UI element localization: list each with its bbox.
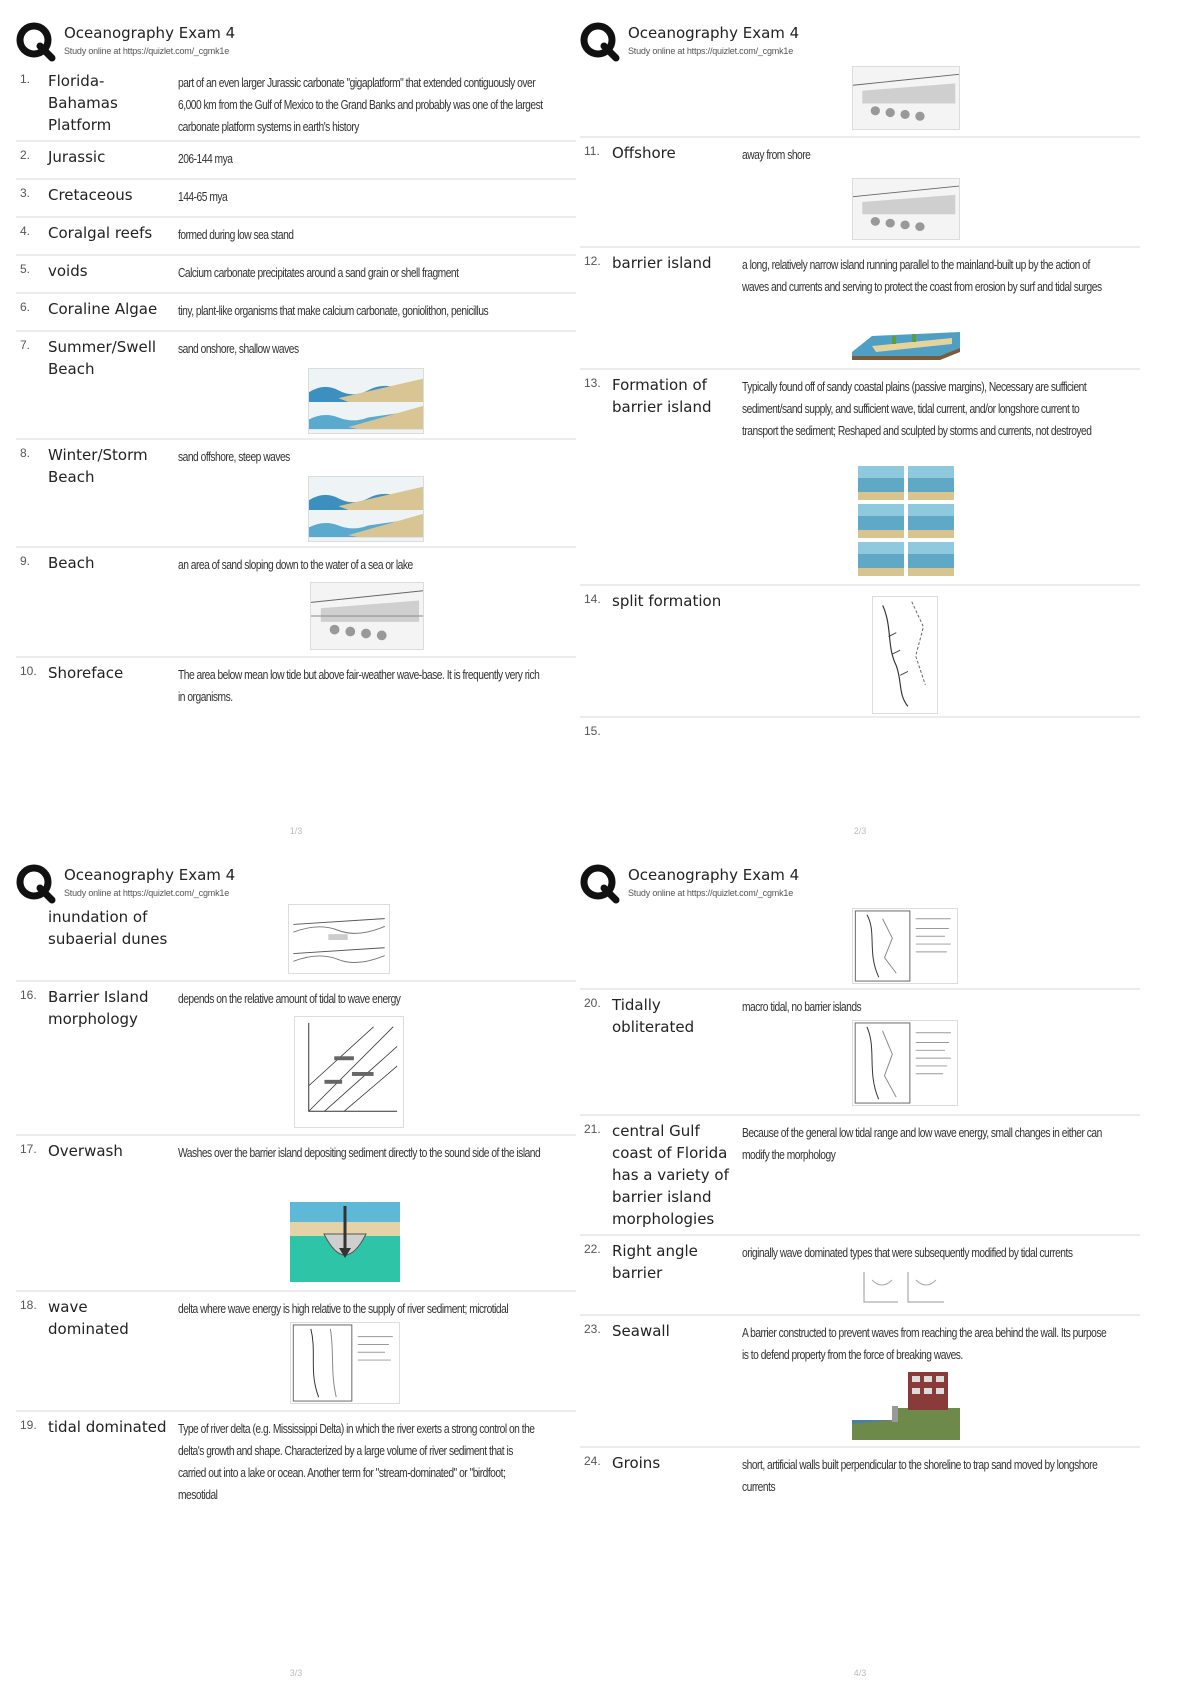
shore-zone-diagram: [310, 582, 424, 650]
item-number: 6.: [20, 300, 31, 314]
page-1: [16, 18, 576, 858]
item-number: 18.: [20, 1298, 37, 1312]
page-2: [580, 18, 1140, 858]
list-item: [16, 1412, 576, 1532]
page-3: [16, 860, 576, 1700]
list-item: [580, 138, 1140, 248]
list-item: [16, 256, 576, 294]
item-term: Winter/Storm Beach: [48, 446, 148, 486]
shore-zone-diagram: [852, 66, 960, 130]
list-item: [16, 218, 576, 256]
list-item: [580, 1316, 1140, 1448]
item-definition: away from shore: [742, 148, 811, 162]
item-definition: sand offshore, steep waves: [178, 450, 290, 464]
item-definition: depends on the relative amount of tidal to wave energy: [178, 992, 401, 1006]
list-item: [16, 332, 576, 440]
item-number: 21.: [584, 1122, 601, 1136]
item-number: 9.: [20, 554, 31, 568]
item-term: Cretaceous: [48, 186, 133, 204]
item-term: split formation: [612, 592, 722, 610]
list-item-continued: [580, 66, 1140, 138]
page-header: [580, 860, 1140, 908]
item-definition: Washes over the barrier island depositing sediment directly to the sound side of the island: [178, 1146, 541, 1160]
header-title: Oceanography Exam 4: [628, 866, 800, 884]
barrier-island-block-diagram: [852, 326, 960, 362]
item-term: Overwash: [48, 1142, 123, 1160]
item-term: Tidally obliterated: [612, 996, 695, 1036]
barrier-island-formation-panels: [858, 466, 954, 578]
item-definition: tiny, plant-like organisms that make calcium carbonate, goniolithon, penicillus: [178, 304, 489, 318]
list-item: [16, 294, 576, 332]
list-item: [16, 658, 576, 726]
item-definition: an area of sand sloping down to the water of a sea or lake: [178, 558, 413, 572]
list-item: [16, 66, 576, 142]
item-number: 7.: [20, 338, 31, 352]
item-term: Coraline Algae: [48, 300, 158, 318]
tidal-map-image: [852, 1020, 958, 1106]
list-item: [16, 440, 576, 548]
item-term: tidal dominated: [48, 1418, 167, 1436]
item-number: 16.: [20, 988, 37, 1002]
item-number: 15.: [584, 724, 601, 738]
item-number: 19.: [20, 1418, 37, 1432]
header-title: Oceanography Exam 4: [64, 24, 236, 42]
item-number: 5.: [20, 262, 31, 276]
page-header: [580, 18, 1140, 66]
item-number: 24.: [584, 1454, 601, 1468]
item-term: Offshore: [612, 144, 676, 162]
item-number: 4.: [20, 224, 31, 238]
item-number: 8.: [20, 446, 31, 460]
beach-profile-image: [308, 476, 424, 542]
item-term: Barrier Island morphology: [48, 988, 149, 1028]
item-definition: 206-144 mya: [178, 152, 233, 166]
page-number: 1/3: [289, 826, 303, 836]
item-definition: originally wave dominated types that were subsequently modified by tidal currents: [742, 1246, 1073, 1260]
item-term: voids: [48, 262, 88, 280]
item-number: 13.: [584, 376, 601, 390]
item-term: wave dominated: [48, 1298, 129, 1338]
item-term: Groins: [612, 1454, 661, 1472]
item-number: 12.: [584, 254, 601, 268]
item-term: inundation of subaerial dunes: [48, 908, 168, 948]
page-header: [16, 18, 576, 66]
page-number: 4/3: [853, 1668, 867, 1678]
list-item-continued: [16, 900, 576, 982]
item-number: 17.: [20, 1142, 37, 1156]
item-definition: A barrier constructed to prevent waves from reaching the area behind the wall. Its purpose is to defend property from the force of breaking waves.: [742, 1326, 1107, 1362]
item-term: Summer/Swell Beach: [48, 338, 157, 378]
header-title: Oceanography Exam 4: [64, 866, 236, 884]
item-number: 11.: [584, 144, 600, 158]
item-number: 23.: [584, 1322, 601, 1336]
item-definition: short, artificial walls built perpendicular to the shoreline to trap sand moved by longshore currents: [742, 1458, 1098, 1494]
list-item: [16, 142, 576, 180]
list-item: [580, 1116, 1140, 1236]
quizlet-logo-icon: [16, 864, 56, 904]
header-title: Oceanography Exam 4: [628, 24, 800, 42]
list-item: [580, 370, 1140, 586]
item-definition: a long, relatively narrow island running parallel to the mainland-built up by the action of waves and currents and serving to protect the coast from erosion by surf and tidal surges: [742, 258, 1102, 294]
header-subtitle: Study online at https://quizlet.com/_cgmk1e: [628, 46, 793, 56]
item-definition: Calcium carbonate precipitates around a sand grain or shell fragment: [178, 266, 459, 280]
dune-inundation-diagram: [288, 904, 390, 974]
morphology-chart-image: [294, 1016, 404, 1128]
item-number: 14.: [584, 592, 601, 606]
beach-profile-image: [308, 368, 424, 434]
item-term: Jurassic: [48, 148, 106, 166]
header-subtitle: Study online at https://quizlet.com/_cgmk1e: [628, 888, 793, 898]
item-term: Shoreface: [48, 664, 124, 682]
item-number: 1.: [20, 72, 31, 86]
quizlet-logo-icon: [16, 22, 56, 62]
item-definition: macro tidal, no barrier islands: [742, 1000, 862, 1014]
right-angle-barrier-image: [858, 1266, 950, 1308]
item-definition: The area below mean low tide but above fair-weather wave-base. It is frequently very rich in organisms.: [178, 668, 540, 704]
list-item: [16, 180, 576, 218]
quizlet-logo-icon: [580, 22, 620, 62]
overwash-diagram: [290, 1188, 400, 1282]
item-term: Seawall: [612, 1322, 670, 1340]
quizlet-logo-icon: [580, 864, 620, 904]
item-number: 3.: [20, 186, 31, 200]
item-term: Right angle barrier: [612, 1242, 698, 1282]
spit-formation-map: [872, 596, 938, 714]
page-number: 3/3: [289, 1668, 303, 1678]
header-subtitle: Study online at https://quizlet.com/_cgmk1e: [64, 888, 229, 898]
list-item: [580, 586, 1140, 718]
header-subtitle: Study online at https://quizlet.com/_cgmk1e: [64, 46, 229, 56]
item-definition: formed during low sea stand: [178, 228, 294, 242]
item-definition: Typically found off of sandy coastal plains (passive margins), Necessary are sufficient sediment/sand supply, and sufficient wave, tidal current, and/or longshore current to transport the sediment; Reshaped and sculpted by storms and currents, not destroyed: [742, 380, 1092, 438]
wave-dominated-map: [290, 1322, 400, 1404]
item-term: Florida-Bahamas Platform: [48, 72, 118, 134]
item-number: 20.: [584, 996, 601, 1010]
item-term: Coralgal reefs: [48, 224, 153, 242]
item-definition: part of an even larger Jurassic carbonate "gigaplatform" that extended contiguously over 6,000 km from the Gulf of Mexico to the Grand Banks and probably was one of the largest carbonate platform systems in earth's history: [178, 76, 543, 134]
page-4: [580, 860, 1140, 1700]
list-item: [580, 990, 1140, 1116]
item-term: Beach: [48, 554, 95, 572]
item-definition: 144-65 mya: [178, 190, 228, 204]
item-definition: Because of the general low tidal range and low wave energy, small changes in either can modify the morphology: [742, 1126, 1102, 1162]
list-item-continued: [580, 908, 1140, 990]
list-item: [16, 1136, 576, 1292]
shore-zone-diagram: [852, 178, 960, 240]
list-item: [580, 718, 1140, 742]
seawall-image: [852, 1368, 960, 1440]
list-item: [580, 248, 1140, 370]
item-number: 10.: [20, 664, 37, 678]
list-item: [16, 982, 576, 1136]
item-definition: sand onshore, shallow waves: [178, 342, 299, 356]
item-term: Formation of barrier island: [612, 376, 712, 416]
item-number: 2.: [20, 148, 31, 162]
list-item: [16, 548, 576, 658]
item-number: 22.: [584, 1242, 601, 1256]
tidal-map-image: [852, 908, 958, 984]
list-item: [580, 1236, 1140, 1316]
item-definition: Type of river delta (e.g. Mississippi Delta) in which the river exerts a strong control on the delta's growth and shape. Characterized by a large volume of river sediment that is carried out into a lake or ocean. Another term for "stream-dominated" or "birdfoot; mesotidal: [178, 1422, 535, 1502]
list-item: [580, 1448, 1140, 1528]
item-definition: delta where wave energy is high relative to the supply of river sediment; microtidal: [178, 1302, 509, 1316]
item-term: barrier island: [612, 254, 712, 272]
page-number: 2/3: [853, 826, 867, 836]
item-term: central Gulf coast of Florida has a variety of barrier island morphologies: [612, 1122, 729, 1228]
list-item: [16, 1292, 576, 1412]
